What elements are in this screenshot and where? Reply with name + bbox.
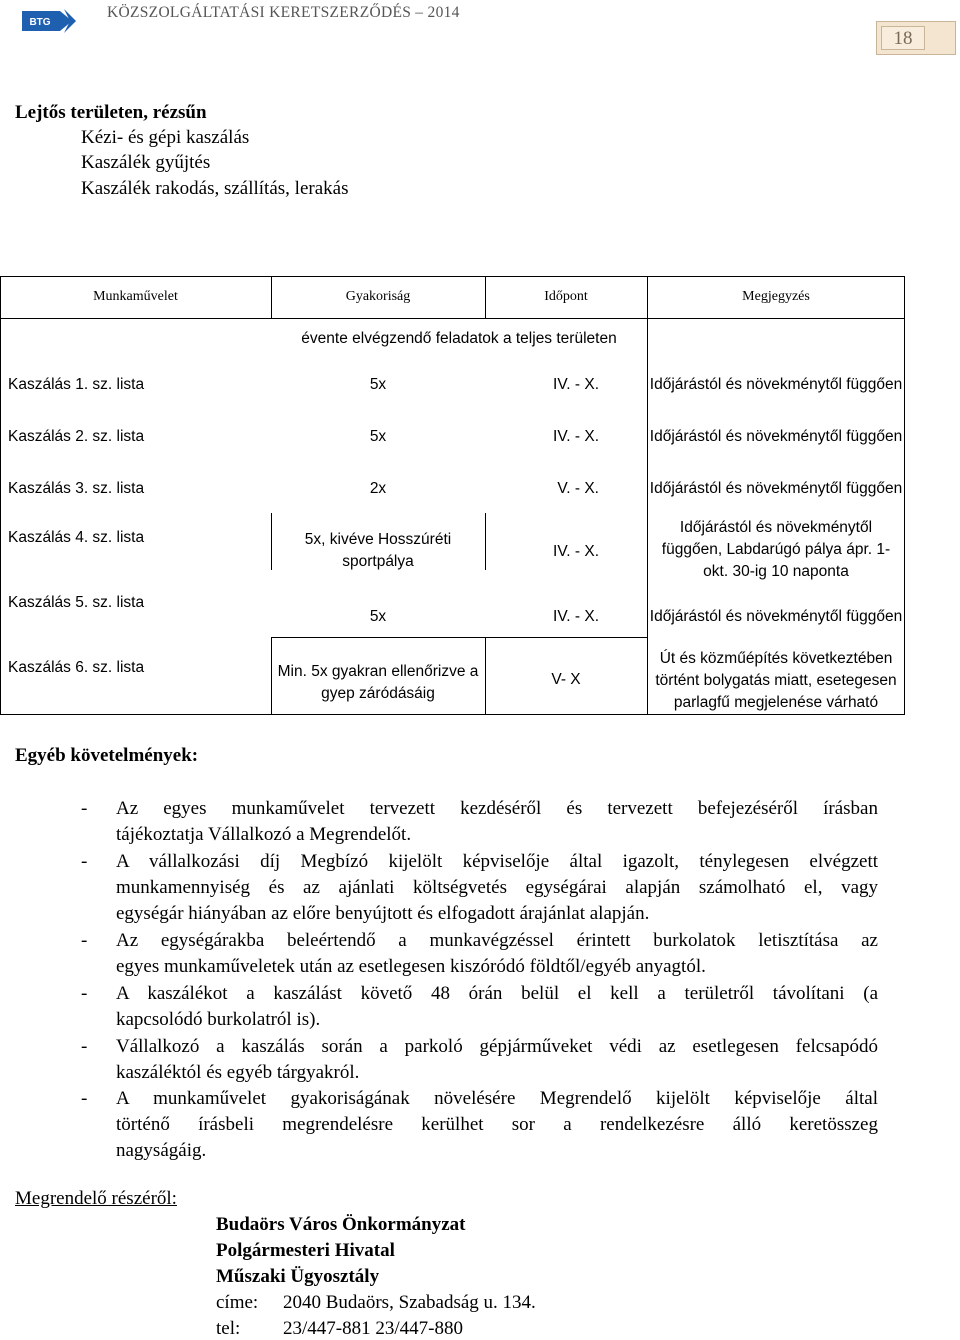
requirement-line: kapcsolódó burkolatról is). (116, 1009, 321, 1031)
row-time: V- X (551, 671, 581, 688)
requirement-line: Vállalkozó a kaszálás során a parkoló gépjárműveket védi az esetlegesen felcsapódó (116, 1036, 878, 1057)
row-frequency: 5x (369, 608, 387, 625)
row-time: V. - X. (557, 480, 599, 497)
row-note: Időjárástól és növekménytől függően (649, 480, 903, 497)
row-time: IV. - X. (553, 543, 599, 560)
requirement-line: A munkaművelet gyakoriságának növelésére Megrendelő kijelölt képviselője által (116, 1088, 878, 1109)
column-header-note: Megjegyzés (742, 289, 810, 304)
requirement-line: kaszáléktól és egyéb tárgyakról. (116, 1062, 360, 1084)
column-header-frequency: Gyakoriság (345, 289, 411, 304)
row-time: IV. - X. (553, 376, 599, 393)
document-header-title: KÖZSZOLGÁLTATÁSI KERETSZERZŐDÉS – 2014 (107, 4, 460, 21)
client-department-name: Műszaki Ügyosztály (216, 1266, 380, 1287)
column-header-task: Munkaművelet (93, 289, 178, 304)
requirement-line: egyes munkaműveletek után az esetlegesen kiszóródó földtől/egyéb anyagtól. (116, 956, 706, 978)
row-note: Időjárástól és növekménytől függően, Labdarúgó pálya ápr. 1-okt. 30-ig 10 naponta (661, 519, 891, 580)
row-note: Időjárástól és növekménytől függően (649, 376, 903, 393)
task-item: Kézi- és gépi kaszálás (81, 127, 250, 148)
requirement-line: Az egyes munkaművelet tervezett kezdéséről és tervezett befejezéséről írásban (116, 798, 878, 819)
row-frequency: 5x (369, 376, 387, 393)
row-frequency: 5x (369, 428, 387, 445)
page-number-badge (876, 21, 956, 55)
requirement-line: nagyságáig. (116, 1140, 207, 1162)
client-tel-label: tel: (216, 1318, 241, 1339)
task-item: Kaszálék gyűjtés (81, 152, 211, 173)
row-frequency: Min. 5x gyakran ellenőrizve a gyep záródásáig (277, 663, 479, 702)
row-frequency: 2x (369, 480, 387, 497)
client-address-label: címe: (216, 1292, 259, 1313)
task-item: Kaszálék rakodás, szállítás, lerakás (81, 178, 349, 199)
requirement-line: A vállalkozási díj Megbízó kijelölt képviselője által igazolt, ténylegesen elvégzett (116, 851, 878, 872)
requirement-line: munkamennyiség és az ajánlati költségvetés egységárai alapján számolható el, vagy (116, 877, 878, 899)
schedule-table (0, 276, 905, 715)
requirement-line: történő írásbeli megrendelésre kerülhet sor a rendelkezésre álló keretösszeg (116, 1114, 878, 1136)
client-office-name: Polgármesteri Hivatal (216, 1240, 395, 1261)
row-task: Kaszálás 1. sz. lista (8, 376, 145, 393)
row-time: IV. - X. (553, 608, 599, 625)
requirement-line: tájékoztatja Vállalkozó a Megrendelőt. (116, 824, 412, 846)
row-task: Kaszálás 2. sz. lista (8, 428, 145, 445)
client-address: 2040 Budaörs, Szabadság u. 134. (283, 1292, 536, 1313)
row-task: Kaszálás 5. sz. lista (8, 594, 145, 611)
company-logo (20, 5, 78, 37)
row-time: IV. - X. (553, 428, 599, 445)
client-label: Megrendelő részéről: (15, 1188, 177, 1209)
table-subheader: évente elvégzendő feladatok a teljes területen (301, 330, 617, 347)
page-number: 18 (881, 26, 925, 50)
requirements-heading: Egyéb követelmények: (15, 745, 199, 766)
row-task: Kaszálás 4. sz. lista (8, 529, 145, 546)
requirement-line: Az egységárakba beleértendő a munkavégzéssel érintett burkolatok letisztítása az (116, 930, 878, 951)
row-task: Kaszálás 3. sz. lista (8, 480, 145, 497)
client-tel: 23/447-881 23/447-880 (283, 1318, 463, 1339)
column-header-time: Időpont (544, 289, 588, 304)
requirement-line: A kaszálékot a kaszálást követő 48 órán belül el kell a területről távolítani (a (116, 983, 878, 1004)
client-org-name: Budaörs Város Önkormányzat (216, 1214, 466, 1235)
requirement-line: egységár hiányában az előre benyújtott és elfogadott árajánlat alapján. (116, 903, 650, 925)
section-heading: Lejtős területen, rézsűn (15, 102, 207, 123)
logo-text: BTG (29, 17, 51, 28)
row-task: Kaszálás 6. sz. lista (8, 659, 145, 676)
row-note: Időjárástól és növekménytől függően (649, 428, 903, 445)
row-frequency: 5x, kivéve Hosszúréti sportpálya (304, 531, 452, 570)
row-note: Időjárástól és növekménytől függően (649, 608, 903, 625)
row-note: Út és közműépítés következtében történt bolygatás miatt, esetegesen parlagfű megjelenése várható (655, 650, 897, 711)
